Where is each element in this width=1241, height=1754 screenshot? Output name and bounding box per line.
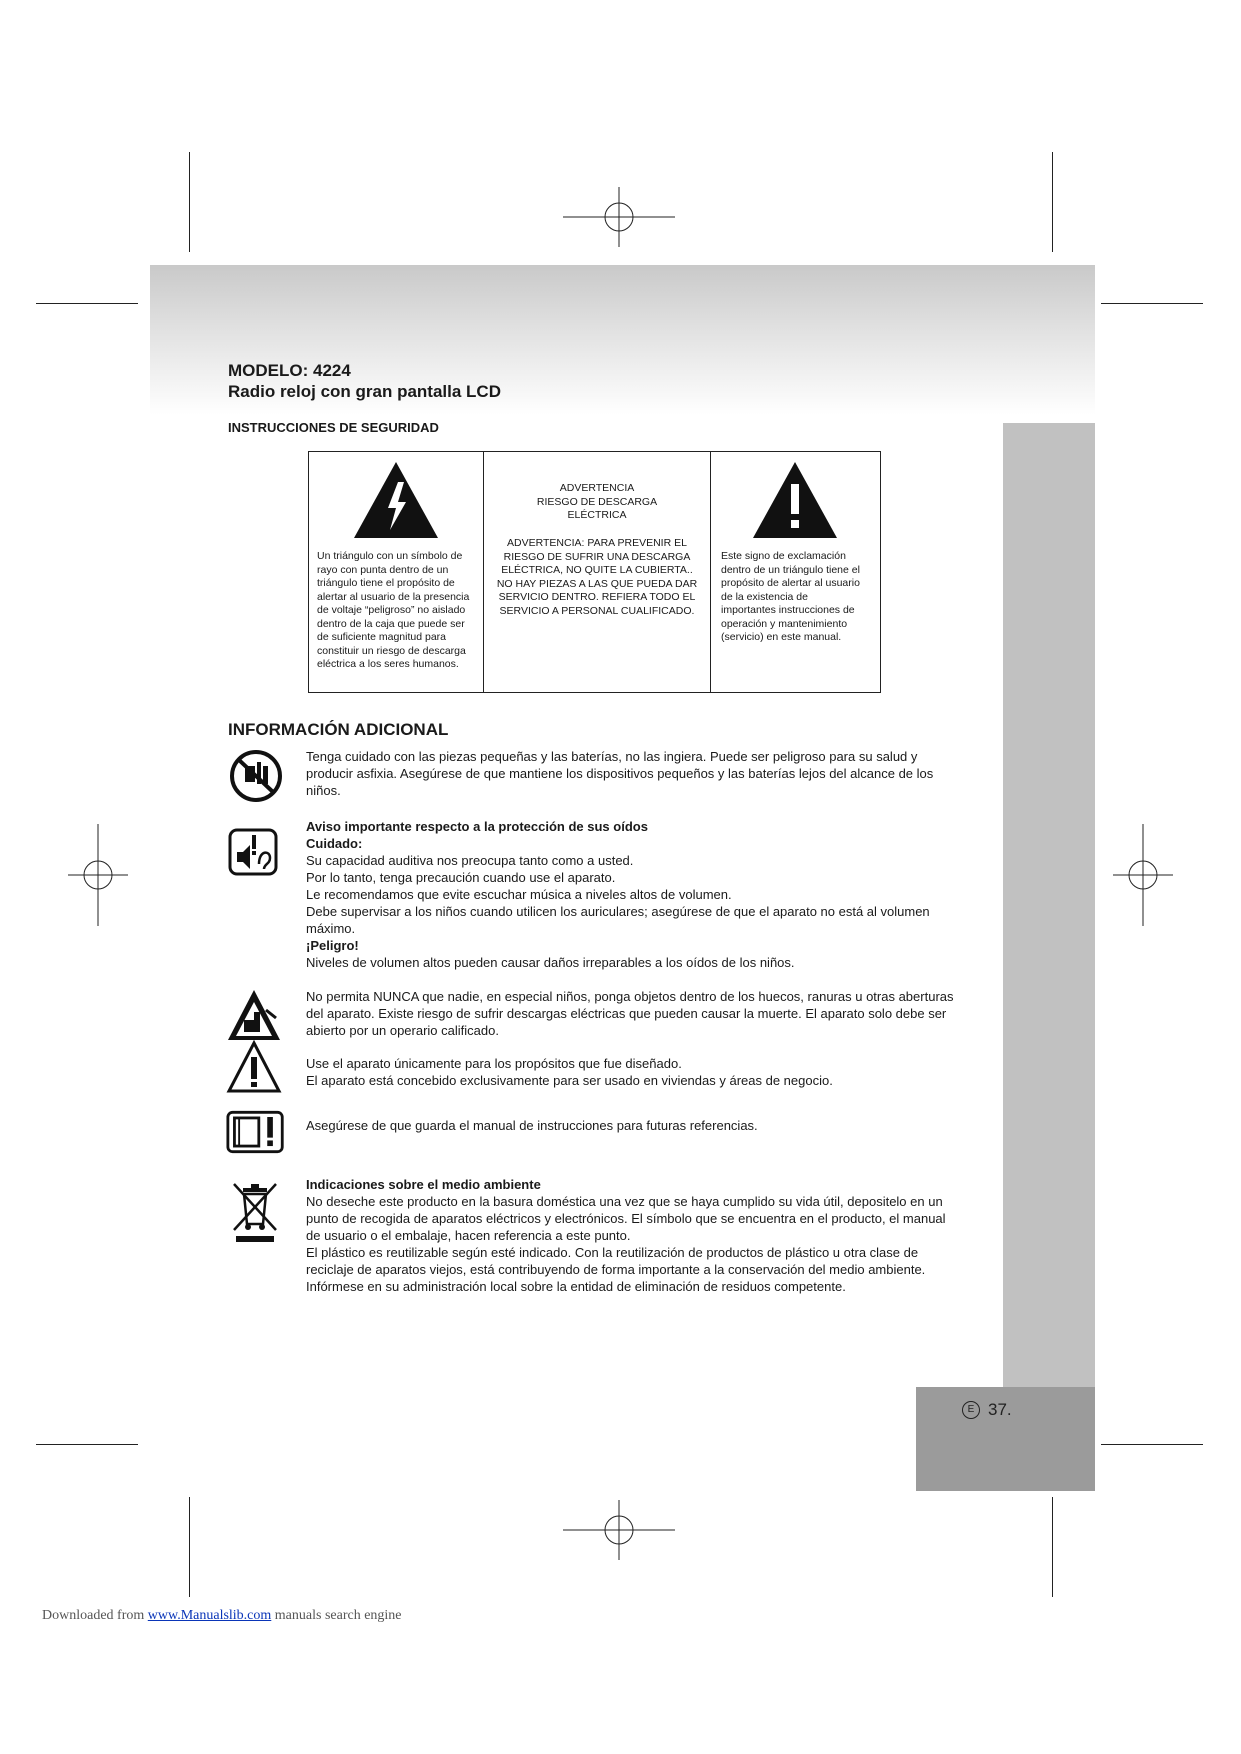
warning-center-text: ADVERTENCIA: PARA PREVENIR EL RIESGO DE SUFRIR UNA DESCARGA ELÉCTRICA, NO QUITE LA CUBIERTA.. NO HAY PIEZAS A LAS QUE PUEDA DAR SERVICIO DENTRO. REFIERA TODO EL SERVICIO A PERSONAL CUALIFICADO.: [496, 537, 698, 617]
download-footer: [42, 1608, 402, 1624]
page-number: [962, 1400, 1012, 1420]
hearing-text: [306, 818, 956, 971]
product-title: Radio reloj con gran pantalla LCD: [228, 382, 501, 401]
openings-paragraph: No permita NUNCA que nadie, en especial niños, ponga objetos dentro de los huecos, ranuras u otras aberturas del aparato. Existe riesgo de sufrir descargas eléctricas que pueden causar la muerte. El aparato solo debe ser abierto por un operario calificado.: [306, 989, 954, 1038]
hearing-line: Niveles de volumen altos pueden causar daños irreparables a los oídos de los niños.: [306, 955, 795, 970]
purpose-line: El aparato está concebido exclusivamente para ser usado en viviendas y áreas de negocio.: [306, 1073, 833, 1088]
manual-paragraph: Asegúrese de que guarda el manual de instrucciones para futuras referencias.: [306, 1118, 758, 1133]
no-swallow-icon: [226, 748, 286, 804]
crop-mark: [1101, 1444, 1203, 1445]
hearing-danger: ¡Peligro!: [306, 938, 359, 953]
language-mark: E: [962, 1401, 980, 1419]
additional-info-heading: INFORMACIÓN ADICIONAL: [228, 720, 449, 739]
side-band: [1003, 423, 1095, 1387]
manual-book-icon: [226, 1104, 286, 1160]
exclamation-triangle-icon: [751, 460, 839, 540]
lightning-triangle-icon: [352, 460, 440, 540]
hearing-line: Debe supervisar a los niños cuando utilicen los auriculares; asegúrese de que el aparato no está al volumen máximo.: [306, 904, 930, 936]
warning-col-center: [484, 452, 711, 692]
warning-triangle-icon: [226, 1040, 286, 1096]
warning-col-lightning: [309, 452, 484, 692]
registration-mark-left: [68, 824, 128, 926]
crop-mark: [1052, 1497, 1053, 1597]
environment-line: Infórmese en su administración local sobre la entidad de eliminación de residuos competente.: [306, 1279, 846, 1294]
environment-text: [306, 1176, 956, 1295]
exclamation-text: Este signo de exclamación dentro de un triángulo tiene el propósito de alertar al usuario de la existencia de importantes instrucciones de operación y mantenimiento (servicio) en este manual.: [721, 550, 860, 643]
environment-title: Indicaciones sobre el medio ambiente: [306, 1177, 541, 1192]
hearing-title: Aviso importante respecto a la protección de sus oídos: [306, 819, 648, 834]
registration-mark-top: [563, 187, 675, 247]
openings-text: [306, 988, 956, 1039]
hearing-line: Por lo tanto, tenga precaución cuando use el aparato.: [306, 870, 616, 885]
small-parts-text: [306, 748, 956, 799]
crop-mark: [36, 1444, 138, 1445]
warning-table: [308, 451, 881, 693]
manualslib-link[interactable]: www.Manualslib.com: [147, 1608, 272, 1623]
crop-mark: [189, 152, 190, 252]
hearing-line: Le recomendamos que evite escuchar música a niveles altos de volumen.: [306, 887, 732, 902]
hearing-line: Su capacidad auditiva nos preocupa tanto como a usted.: [306, 853, 634, 868]
safety-heading: INSTRUCCIONES DE SEGURIDAD: [228, 420, 439, 435]
environment-line: El plástico es reutilizable según esté indicado. Con la reutilización de productos de plástico u otra clase de reciclaje de aparatos viejos, está contribuyendo de forma importante a la conservación del medio ambiente.: [306, 1245, 926, 1277]
purpose-line: Use el aparato únicamente para los propósitos que fue diseñado.: [306, 1056, 682, 1071]
crop-mark: [1101, 303, 1203, 304]
registration-mark-right: [1113, 824, 1173, 926]
manual-text: [306, 1117, 956, 1134]
crop-mark: [189, 1497, 190, 1597]
crop-mark: [36, 303, 138, 304]
environment-line: No deseche este producto en la basura doméstica una vez que se haya cumplido su vida útil, depositelo en un punto de recogida de aparatos eléctricos y electrónicos. El símbolo que se encuentra en el producto, el manual de usuario o el embalaje, hacen referencia a este punto.: [306, 1194, 946, 1243]
weee-bin-icon: [226, 1178, 286, 1244]
lightning-text: Un triángulo con un símbolo de rayo con punta dentro de un triángulo tiene el propósito de alertar al usuario de la presencia de voltaje “peligroso” no aislado dentro de la caja que puede ser de suficiente magnitud para constituir un riesgo de descarga eléctrica a los seres humanos.: [317, 550, 470, 670]
hearing-icon: [226, 826, 286, 882]
warning-center-title: ADVERTENCIA RIESGO DE DESCARGA ELÉCTRICA: [536, 482, 658, 521]
electric-hazard-icon: [226, 988, 286, 1044]
hearing-caution: Cuidado:: [306, 836, 363, 851]
crop-mark: [1052, 152, 1053, 252]
warning-col-exclamation: [711, 452, 880, 692]
model-title: MODELO: 4224: [228, 361, 351, 380]
small-parts-paragraph: Tenga cuidado con las piezas pequeñas y las baterías, no las ingiera. Puede ser peligroso para su salud y producir asfixia. Asegúrese de que mantiene los dispositivos pequeños y las baterías lejos del alcance de los niños.: [306, 749, 934, 798]
page-number-text: 37.: [988, 1400, 1012, 1419]
footer-suffix: manuals search engine: [274, 1608, 402, 1623]
footer-prefix: Downloaded from: [42, 1608, 145, 1623]
purpose-text: [306, 1055, 956, 1089]
registration-mark-bottom: [563, 1500, 675, 1560]
